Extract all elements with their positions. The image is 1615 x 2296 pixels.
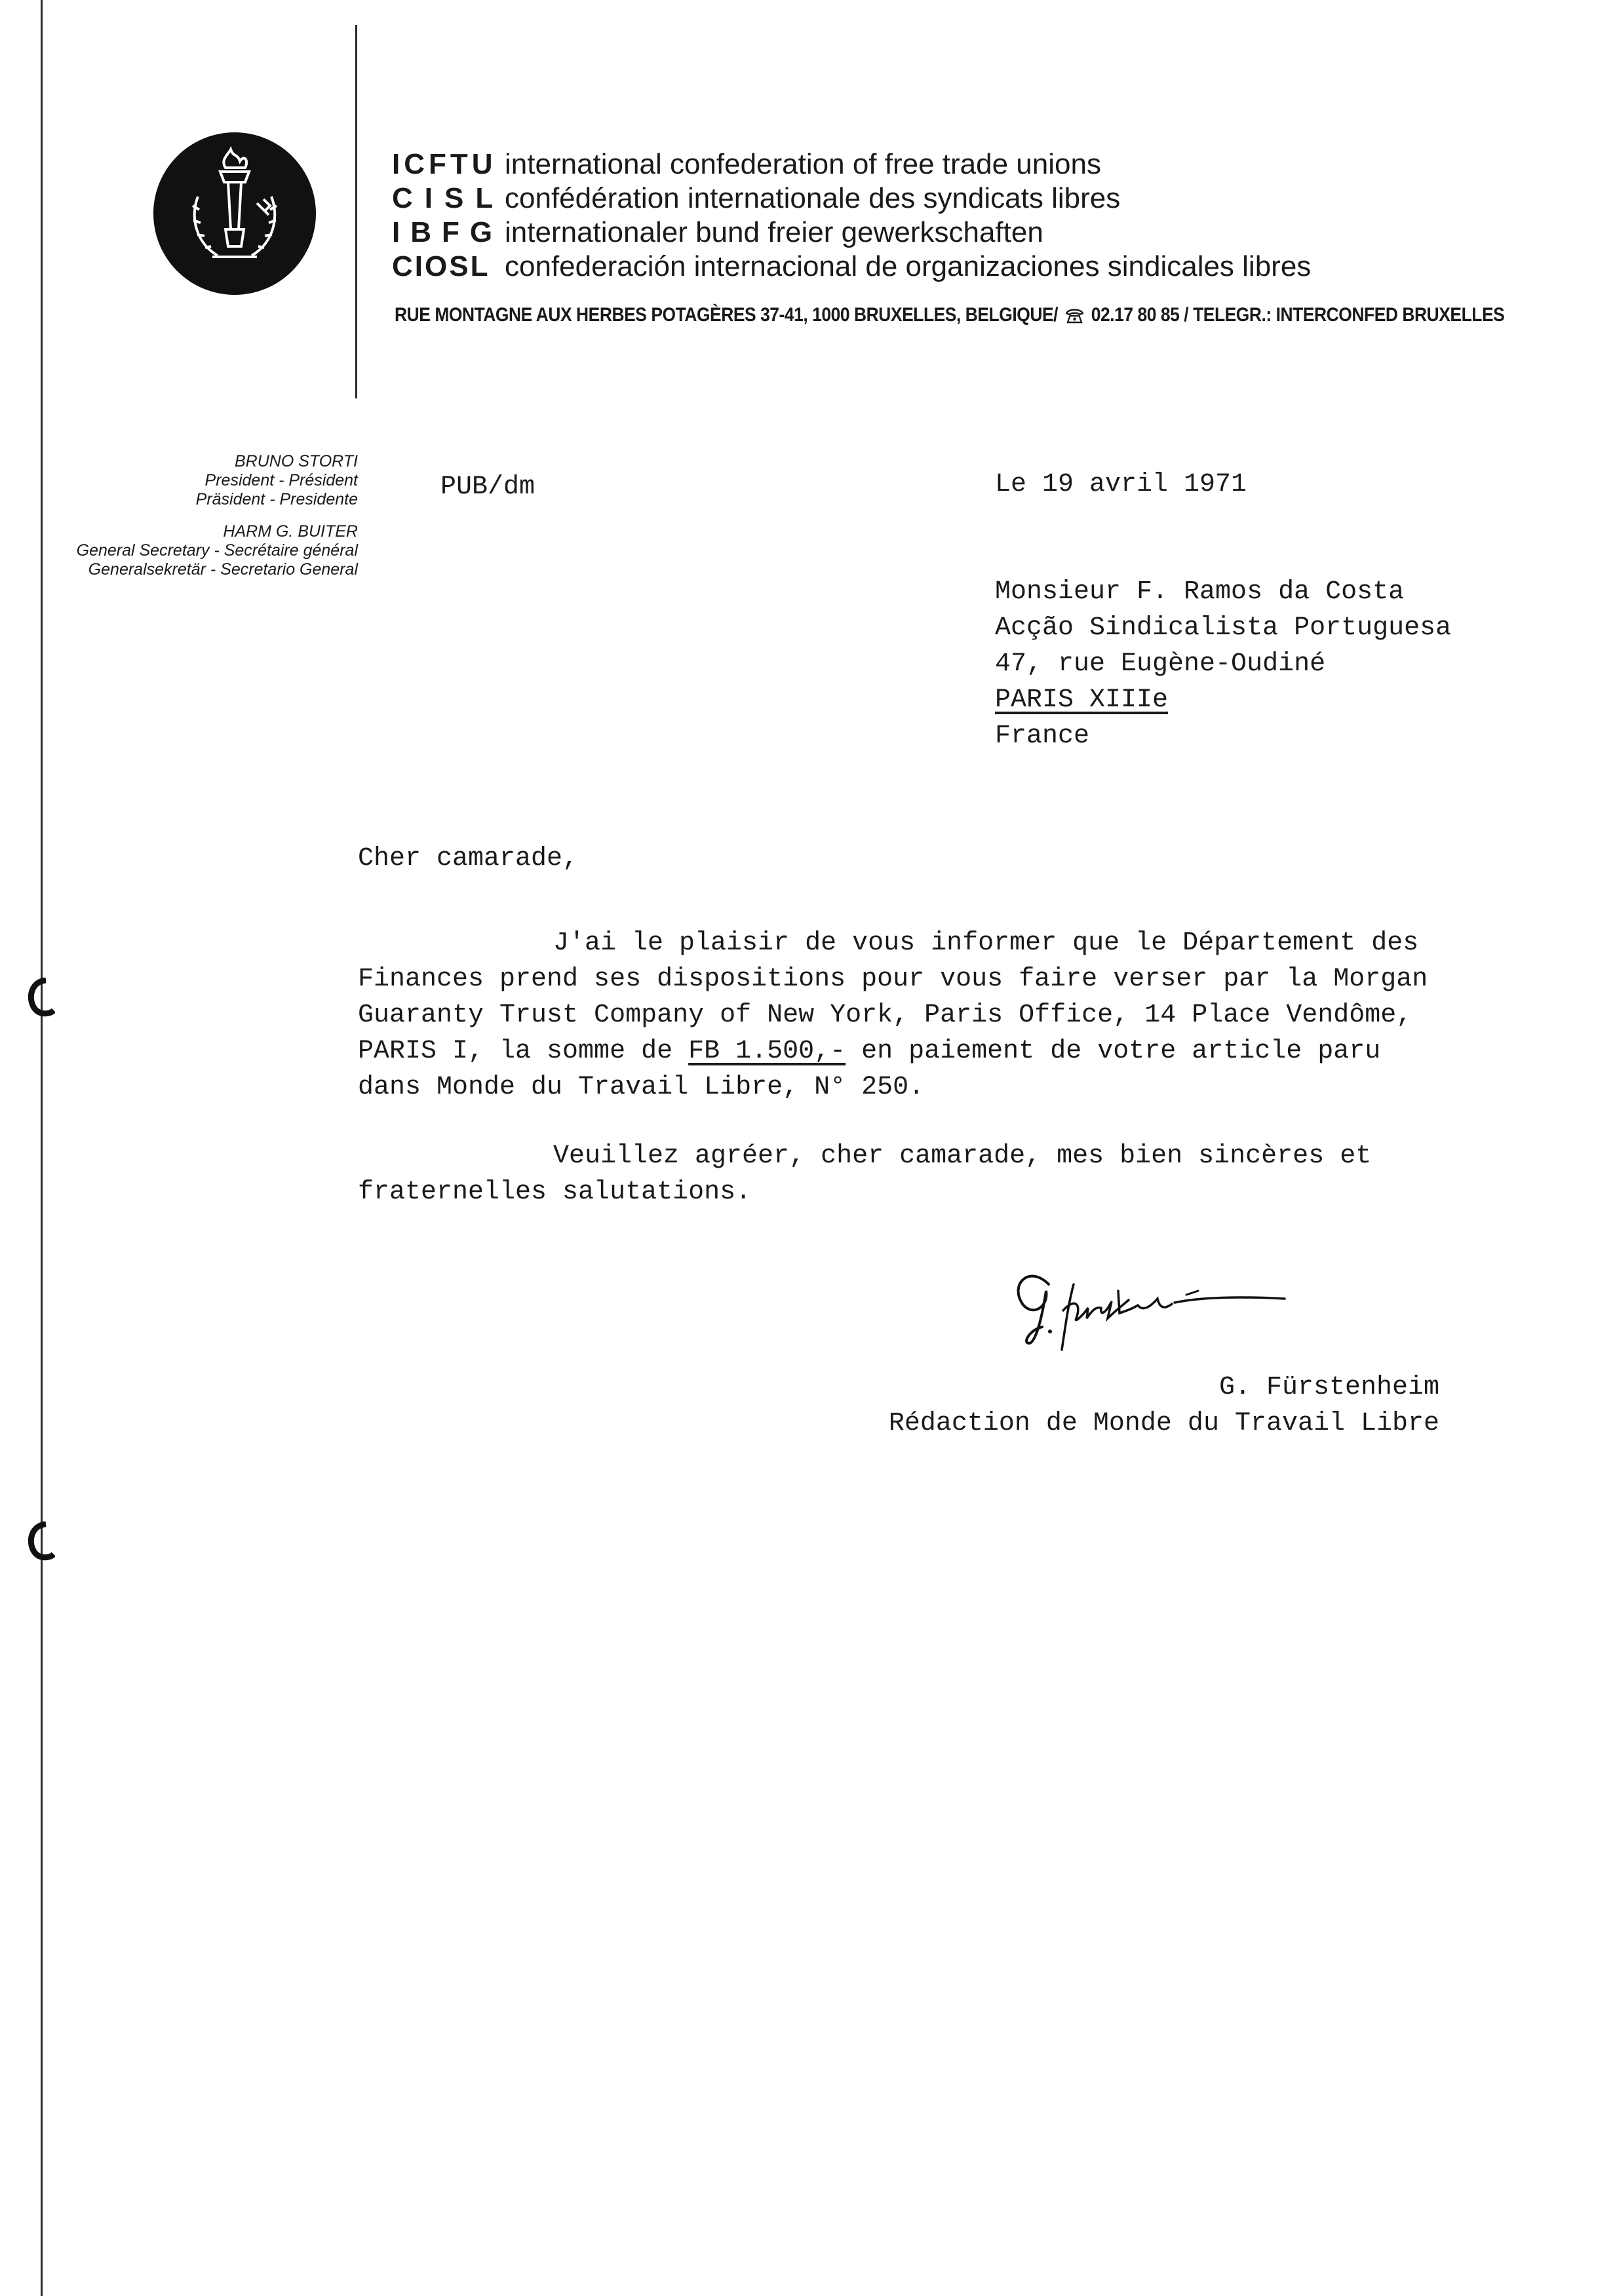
body-paragraph-2: [358, 1138, 1525, 1210]
body-p1-line-4-end: en paiement de votre article paru: [846, 1037, 1381, 1066]
org-name-german: [392, 216, 1043, 249]
body-p1-line-5: dans Monde du Travail Libre, N° 250.: [358, 1073, 925, 1102]
address-phone-telegraph: 02.17 80 85 / TELEGR.: INTERCONFED BRUXELLES: [1091, 304, 1505, 326]
org-abbr-cisl: CISL: [392, 182, 505, 214]
recipient-line-5: France: [995, 721, 1090, 751]
president-name: BRUNO STORTI: [235, 452, 358, 470]
telephone-icon: [1064, 307, 1084, 324]
org-fullname-ibfg: internationaler bund freier gewerkschaften: [505, 216, 1043, 248]
secretary-title-1: General Secretary - Secrétaire général: [76, 541, 358, 560]
body-paragraph-1: [358, 925, 1525, 1105]
body-p1-line-4: [358, 1033, 1525, 1069]
signer-title: Rédaction de Monde du Travail Libre: [888, 1409, 1439, 1438]
org-abbr-ibfg: IBFG: [392, 216, 503, 248]
handwritten-signature: [1003, 1245, 1298, 1369]
recipient-line-4: PARIS XIIIe: [995, 685, 1169, 715]
icftu-logo-icon: [152, 131, 317, 296]
body-p1-line-1: J'ai le plaisir de vous informer que le Département des: [553, 928, 1419, 958]
body-p1-line-3: Guaranty Trust Company of New York, Paris Office, 14 Place Vendôme,: [358, 1001, 1412, 1030]
officers-president: [196, 452, 358, 509]
reference-code: PUB/dm: [440, 472, 535, 502]
president-title-2: Präsident - Presidente: [195, 490, 358, 508]
recipient-line-2: Acção Sindicalista Portuguesa: [995, 613, 1452, 643]
org-fullname-cisl: confédération internationale des syndicats libres: [505, 182, 1121, 214]
org-name-french: [392, 182, 1120, 215]
recipient-line-1: Monsieur F. Ramos da Costa: [995, 577, 1405, 607]
recipient-address: [995, 574, 1451, 754]
org-fullname-icftu: international confederation of free trade unions: [505, 148, 1101, 180]
body-p1-line-4-start: PARIS I, la somme de: [358, 1037, 689, 1066]
page-edge-line: [41, 0, 43, 2296]
body-p1-line-2: Finances prend ses dispositions pour vous faire verser par la Morgan: [358, 965, 1428, 994]
recipient-line-3: 47, rue Eugène-Oudiné: [995, 649, 1326, 679]
address-street: RUE MONTAGNE AUX HERBES POTAGÈRES 37-41, 1000 BRUXELLES, BELGIQUE/: [395, 304, 1059, 326]
letter-date: Le 19 avril 1971: [995, 470, 1247, 499]
body-p2-line-2: fraternelles salutations.: [358, 1177, 752, 1207]
org-fullname-ciosl: confederación internacional de organizaciones sindicales libres: [505, 250, 1312, 282]
officers-secretary: [77, 522, 358, 579]
letterhead-address: [395, 304, 1504, 326]
signer-name: G. Fürstenheim: [1218, 1373, 1439, 1402]
salutation: Cher camarade,: [358, 844, 579, 873]
body-p2-line-1: Veuillez agréer, cher camarade, mes bien sincères et: [553, 1141, 1372, 1171]
secretary-title-2: Generalsekretär - Secretario General: [88, 560, 358, 579]
org-abbr-ciosl: CIOSL: [392, 250, 490, 282]
payment-amount: FB 1.500,-: [688, 1037, 846, 1066]
org-name-spanish: [392, 250, 1311, 283]
org-abbr-icftu: ICFTU: [392, 148, 497, 180]
binder-hole-icon-2: [26, 1521, 55, 1561]
secretary-name: HARM G. BUITER: [223, 522, 358, 541]
signature-block: [865, 1369, 1439, 1442]
org-name-english: [392, 148, 1101, 181]
letterhead-divider: [355, 25, 357, 398]
president-title-1: President - Président: [204, 471, 358, 489]
binder-hole-icon: [26, 978, 55, 1017]
